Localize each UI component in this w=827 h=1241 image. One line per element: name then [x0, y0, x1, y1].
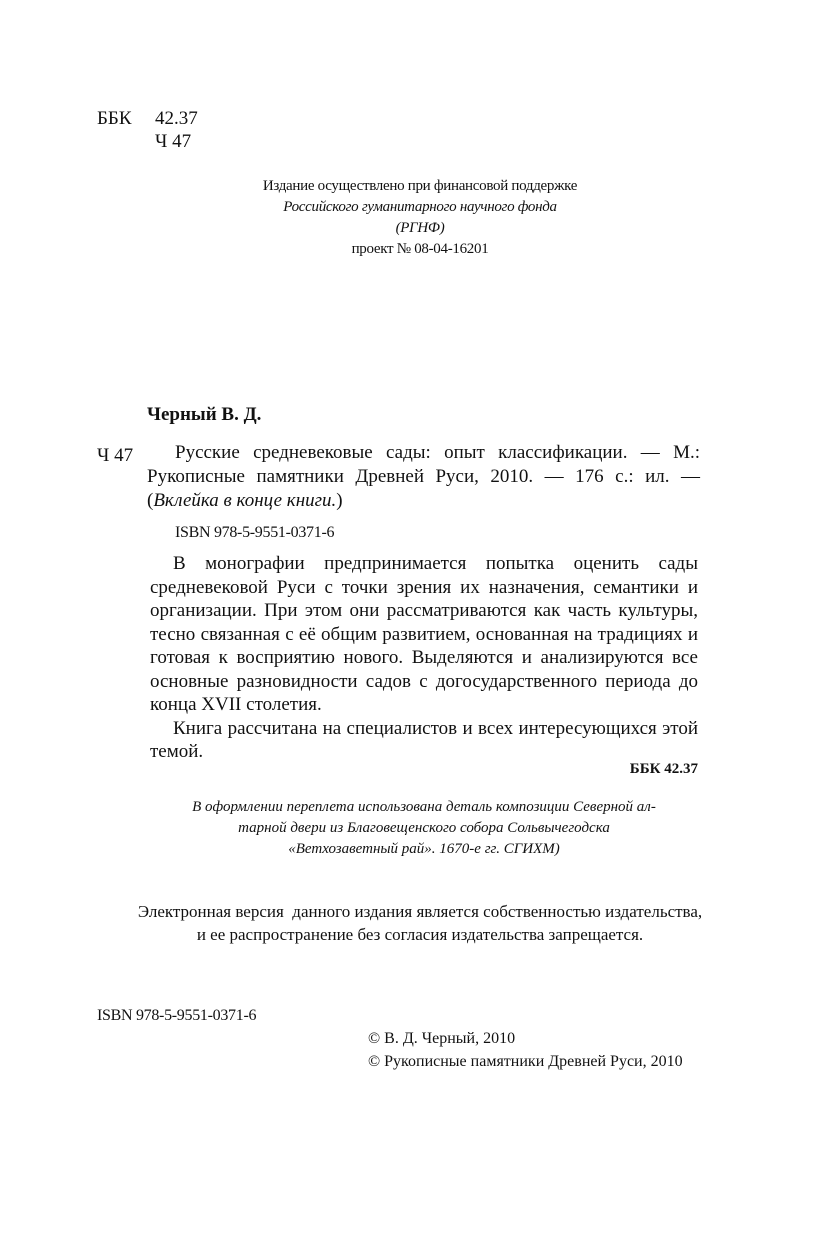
- bib-close-paren: ): [336, 490, 343, 511]
- bbk-code: 42.37: [155, 108, 198, 129]
- electronic-version-notice: [90, 900, 750, 946]
- funding-line-2: Российского гуманитарного научного фонда: [283, 199, 557, 215]
- funding-project-number: проект № 08-04-16201: [351, 241, 489, 257]
- cover-note-line-3: «Ветхозаветный рай». 1670-е гг. СГИХМ): [288, 841, 560, 857]
- author-sign: Ч 47: [97, 445, 134, 466]
- author-name: Черный В. Д.: [147, 404, 262, 425]
- bbk-label: ББК: [97, 108, 132, 129]
- annotation-paragraph-1: В монографии предпринимается попытка оценить сады средневековой Руси с точки зрения их назначения, семантики и организации. При этом они рассматриваются как часть культуры, тесно связанная с её общим развитием, основанная на традициях и готовая к восприятию нового. Выделяются и анализируются все основные разновидности садов с догосударственного периода до конца XVII столетия.: [150, 553, 698, 715]
- annotation: [150, 552, 698, 764]
- cover-design-note: [150, 797, 698, 860]
- author-sign-top: Ч 47: [155, 131, 192, 152]
- bib-main-text: Русские средневековые сады: опыт классификации. — М.: Рукописные памятники Древней Руси, 2010. — 176 с.: ил. — (: [147, 442, 700, 511]
- copyright-author: © В. Д. Черный, 2010: [368, 1030, 516, 1047]
- electronic-notice-line-2: и ее распространение без согласия издательства запрещается.: [196, 925, 644, 944]
- bbk-index-right: ББК 42.37: [629, 761, 698, 777]
- annotation-paragraph-2: Книга рассчитана на специалистов и всех интересующихся этой темой.: [150, 717, 698, 762]
- bib-insert-note: Вклейка в конце книги.: [153, 490, 337, 511]
- funding-line-1: Издание осуществлено при финансовой поддержке: [262, 178, 578, 194]
- cover-note-line-2: тарной двери из Благовещенского собора Сольвычегодска: [238, 820, 610, 836]
- entry-isbn: ISBN 978-5-9551-0371-6: [175, 524, 335, 541]
- bibliographic-description: [147, 441, 700, 513]
- funding-note: [170, 176, 670, 260]
- cover-note-line-1: В оформлении переплета использована деталь композиции Северной ал-: [192, 799, 656, 815]
- electronic-notice-line-1: Электронная версия данного издания является собственностью издательства,: [137, 902, 703, 921]
- copyright-block: [368, 1027, 683, 1073]
- funding-line-3: (РГНФ): [395, 220, 445, 236]
- copyright-publisher: © Рукописные памятники Древней Руси, 2010: [368, 1053, 683, 1070]
- footer-isbn: ISBN 978-5-9551-0371-6: [97, 1007, 257, 1024]
